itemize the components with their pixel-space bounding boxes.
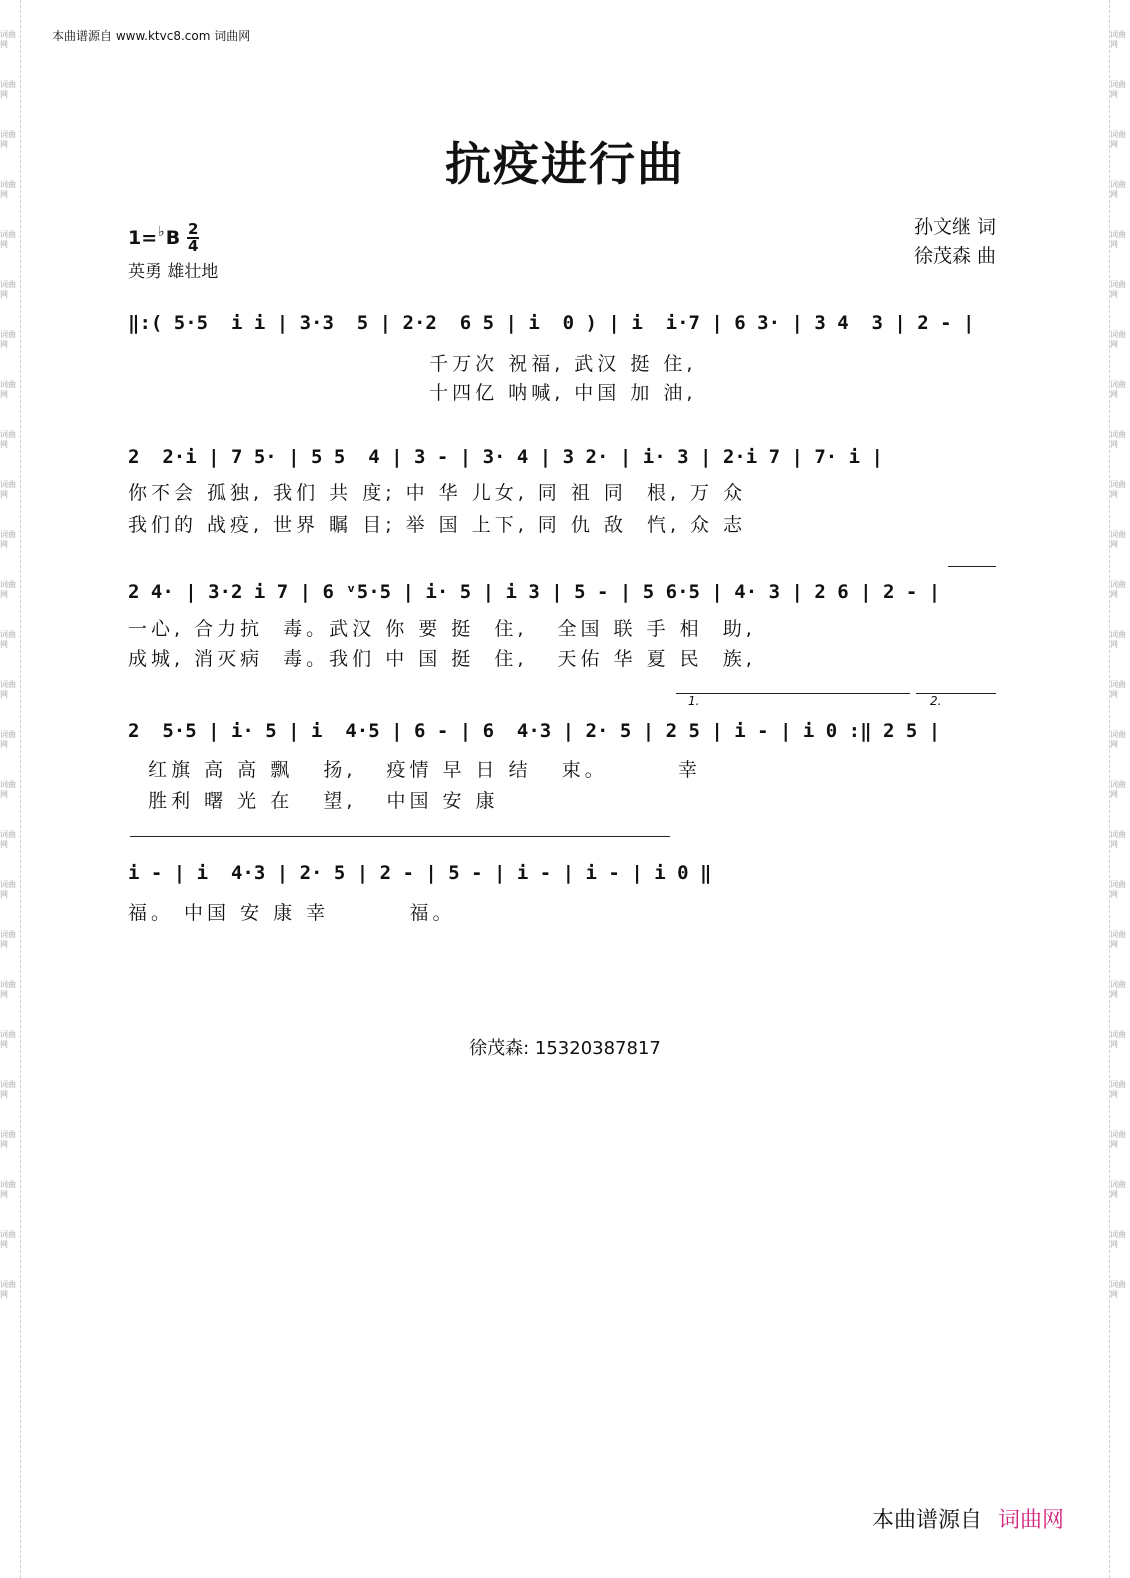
watermark-text: 词曲网: [1110, 30, 1126, 49]
notation-line: ‖:( 5·5 i i | 3·3 5 | 2·2 6 5 | i 0 ) | i i·7 | 6 3· | 3 4 3 | 2 - |: [128, 312, 975, 334]
watermark-text: 词曲网: [0, 730, 16, 749]
volta-second-label: 2.: [930, 694, 942, 708]
composer-contact: 徐茂森: 15320387817: [469, 1038, 661, 1059]
lyric-line: 胜利 曙 光 在 望, 中国 安 康: [128, 790, 499, 812]
watermark-text: 词曲网: [1110, 330, 1126, 349]
watermark-text: 词曲网: [1110, 380, 1126, 399]
volta-continuation-line: [130, 836, 670, 837]
watermark-text: 词曲网: [1110, 680, 1126, 699]
source-credit-top: 本曲谱源自 www.ktvc8.com 词曲网: [52, 29, 251, 43]
source-credit-bottom: [872, 1503, 1064, 1534]
watermark-text: 词曲网: [0, 380, 16, 399]
watermark-text: 词曲网: [1110, 1230, 1126, 1249]
watermark-text: 词曲网: [0, 1030, 16, 1049]
watermark-text: 词曲网: [1110, 880, 1126, 899]
notation-line: 2 4· | 3·2 i 7 | 6 ᵛ5·5 | i· 5 | i 3 | 5 - | 5 6·5 | 4· 3 | 2 6 | 2 - |: [128, 581, 941, 603]
lyric-line: 千万次 祝福, 武汉 挺 住,: [128, 353, 697, 375]
watermark-text: 词曲网: [0, 1180, 16, 1199]
flat-sign: ♭: [158, 224, 165, 240]
watermark-text: 词曲网: [0, 1080, 16, 1099]
credits: [914, 213, 996, 271]
watermark-text: 词曲网: [0, 880, 16, 899]
watermark-text: 词曲网: [0, 1280, 16, 1299]
volta-first-label: 1.: [688, 694, 700, 708]
watermark-text: 词曲网: [1110, 930, 1126, 949]
watermark-text: 词曲网: [1110, 630, 1126, 649]
watermark-text: 词曲网: [1110, 1080, 1126, 1099]
watermark-text: 词曲网: [0, 530, 16, 549]
watermark-text: 词曲网: [1110, 1030, 1126, 1049]
source-label: 本曲谱源自: [871, 1508, 982, 1533]
watermark-text: 词曲网: [1110, 830, 1126, 849]
lyric-line: 一心, 合力抗 毒。武汉 你 要 挺 住, 全国 联 手 相 助,: [128, 618, 756, 640]
watermark-text: 词曲网: [0, 330, 16, 349]
watermark-text: 词曲网: [1110, 80, 1126, 99]
lyric-line: 你不会 孤独, 我们 共 度; 中 华 儿女, 同 祖 同 根, 万 众: [128, 482, 747, 504]
lyric-line: 成城, 消灭病 毒。我们 中 国 挺 住, 天佑 华 夏 民 族,: [128, 648, 756, 670]
watermark-text: 词曲网: [0, 130, 16, 149]
key-prefix: 1=: [128, 227, 158, 249]
notation-line: i - | i 4·3 | 2· 5 | 2 - | 5 - | i - | i - | i 0 ‖: [128, 862, 712, 884]
tempo-marking: 英勇 雄壮地: [128, 262, 219, 282]
watermark-text: 词曲网: [1110, 230, 1126, 249]
left-watermark-strip: [0, 0, 21, 1578]
watermark-text: 词曲网: [0, 580, 16, 599]
watermark-text: 词曲网: [0, 180, 16, 199]
time-signature: [187, 222, 199, 254]
watermark-text: 词曲网: [1110, 280, 1126, 299]
watermark-text: 词曲网: [1110, 780, 1126, 799]
notation-line: 2 2·i | 7 5· | 5 5 4 | 3 - | 3· 4 | 3 2· | i· 3 | 2·i 7 | 7· i |: [128, 446, 883, 468]
watermark-text: 词曲网: [1110, 430, 1126, 449]
watermark-text: 词曲网: [0, 480, 16, 499]
watermark-text: 词曲网: [0, 80, 16, 99]
watermark-text: 词曲网: [0, 980, 16, 999]
watermark-text: 词曲网: [0, 830, 16, 849]
watermark-text: 词曲网: [1110, 130, 1126, 149]
watermark-text: 词曲网: [0, 1130, 16, 1149]
watermark-text: 词曲网: [0, 30, 16, 49]
watermark-text: 词曲网: [1110, 180, 1126, 199]
watermark-text: 词曲网: [1110, 480, 1126, 499]
watermark-text: 词曲网: [0, 280, 16, 299]
lyric-line: 福。 中国 安 康 幸 福。: [128, 902, 456, 924]
volta-bracket-second: [916, 693, 996, 694]
lyric-line: 我们的 战疫, 世界 瞩 目; 举 国 上下, 同 仇 敌 忾, 众 志: [128, 514, 747, 536]
composer: 徐茂森 曲: [913, 245, 996, 267]
watermark-text: 词曲网: [1110, 1130, 1126, 1149]
song-title: 抗疫进行曲: [445, 137, 685, 191]
key-note: B: [165, 227, 181, 249]
watermark-text: 词曲网: [0, 930, 16, 949]
watermark-text: 词曲网: [1110, 980, 1126, 999]
brand-link[interactable]: 词曲网: [997, 1508, 1064, 1533]
volta-bracket-first: [676, 693, 910, 694]
watermark-text: 词曲网: [1110, 1280, 1126, 1299]
watermark-text: 词曲网: [1110, 730, 1126, 749]
lyric-line: 红旗 高 高 飘 扬, 疫情 早 日 结 束。 幸: [128, 759, 701, 781]
time-bottom: 4: [188, 237, 199, 255]
tie-line: [948, 566, 996, 567]
watermark-text: 词曲网: [0, 780, 16, 799]
watermark-text: 词曲网: [0, 1230, 16, 1249]
lyric-line: 十四亿 呐喊, 中国 加 油,: [128, 382, 697, 404]
time-top: 2: [188, 220, 199, 238]
lyricist: 孙文继 词: [913, 216, 996, 238]
watermark-text: 词曲网: [0, 230, 16, 249]
watermark-text: 词曲网: [0, 430, 16, 449]
right-watermark-strip: [1109, 0, 1130, 1578]
key-signature: [128, 222, 199, 254]
watermark-text: 词曲网: [0, 680, 16, 699]
watermark-text: 词曲网: [1110, 530, 1126, 549]
watermark-text: 词曲网: [0, 630, 16, 649]
notation-line: 2 5·5 | i· 5 | i 4·5 | 6 - | 6 4·3 | 2· 5 | 2 5 | i - | i 0 :‖ 2 5 |: [128, 720, 941, 742]
watermark-text: 词曲网: [1110, 1180, 1126, 1199]
watermark-text: 词曲网: [1110, 580, 1126, 599]
